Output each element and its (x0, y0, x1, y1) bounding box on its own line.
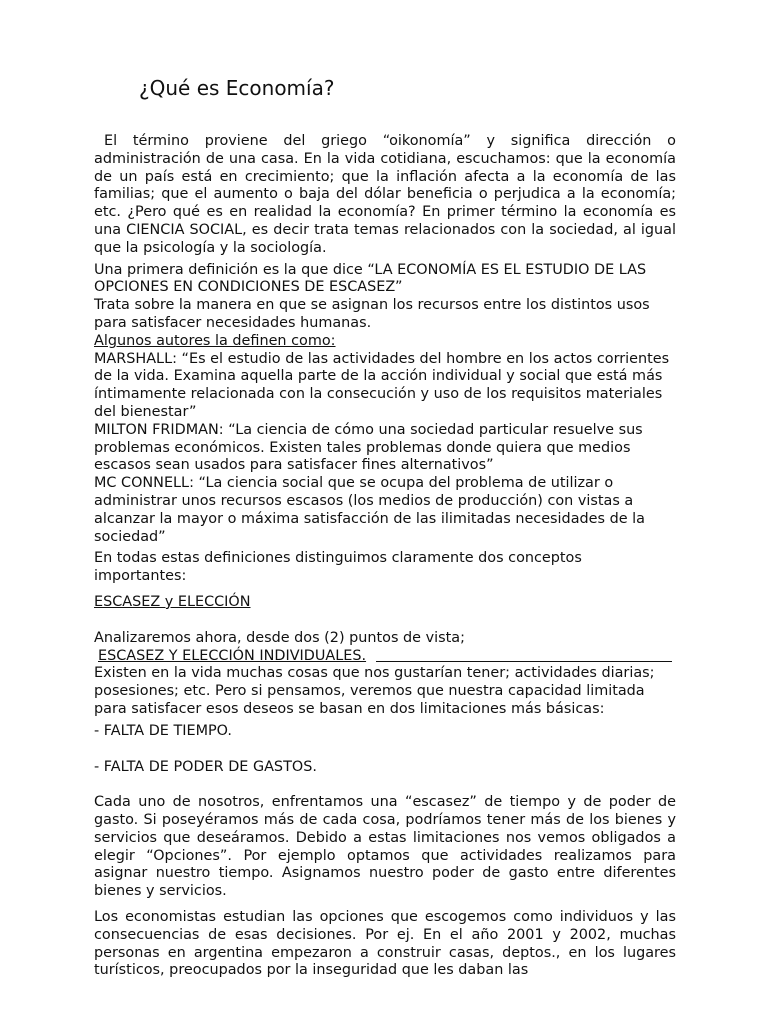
economists-paragraph: Los economistas estudian las opciones que escogemos como individuos y las consecuencias de esas decisiones. Por ej. En el año 2001 y 2002, muchas personas en argentina empezaron a construir casas, deptos., en los lugares turísticos, preocupados por la inseguridad que les daban las (94, 909, 676, 979)
document-body (94, 133, 676, 980)
intro-paragraph: El término proviene del griego “oikonomía” y significa dirección o administración de una casa. En la vida cotidiana, escuchamos: que la economía de un país está en crecimiento; que la inflación afecta a la economía de las familias; que el aumento o baja del dólar beneficia o perjudica a la economía; etc. ¿Pero qué es en realidad la economía? En primer término la economía es una CIENCIA SOCIAL, es decir trata temas relacionados con la sociedad, al igual que la psicología y la sociología. (94, 133, 676, 256)
scarcity-paragraph: Cada uno de nosotros, enfrentamos una “escasez” de tiempo y de poder de gasto. Si poseyéramos más de cada cosa, podríamos tener más de los bienes y servicios que deseáramos. Debido a estas limitaciones nos vemos obligados a elegir “Opciones”. Por ejemplo optamos que actividades realizamos para asignar nuestro tiempo. Asignamos nuestro poder de gasto entre diferentes bienes y servicios. (94, 794, 676, 900)
marshall-definition: MARSHALL: “Es el estudio de las actividades del hombre en los actos corrientes de la vida. Examina aquella parte de la acción individual y social que está más íntimamente relacionada con la consecución y uso de los requisitos materiales del bienestar” (94, 350, 670, 420)
resources-paragraph: Trata sobre la manera en que se asignan los recursos entre los distintos usos para satisfacer necesidades humanas. (94, 297, 650, 331)
limit-time-item: - FALTA DE TIEMPO. (94, 722, 232, 739)
individual-heading-row (94, 648, 672, 666)
friedman-definition: MILTON FRIDMAN: “La ciencia de cómo una sociedad particular resuelve sus problemas económicos. Existen tales problemas donde quiera que medios escasos sean usados para satisfacer fines alternativos” (94, 421, 643, 474)
authors-heading: Algunos autores la definen como: (94, 332, 336, 349)
first-definition-paragraph: Una primera definición es la que dice “LA ECONOMÍA ES EL ESTUDIO DE LAS OPCIONES EN CONDICIONES DE ESCASEZ” (94, 261, 647, 296)
limit-spending-item: - FALTA DE PODER DE GASTOS. (94, 758, 317, 775)
concepts-heading: ESCASEZ y ELECCIÓN (94, 593, 251, 610)
wants-paragraph: Existen en la vida muchas cosas que nos gustarían tener; actividades diarias; posesiones; etc. Pero si pensamos, veremos que nuestra capacidad limitada para satisfacer esos deseos se basan en dos limitaciones más básicas: (94, 665, 655, 717)
individual-heading: ESCASEZ Y ELECCIÓN INDIVIDUALES. (98, 647, 367, 664)
heading-rule (376, 660, 672, 662)
concepts-paragraph: En todas estas definiciones distinguimos claramente dos conceptos importantes: (94, 550, 582, 585)
page-title: ¿Qué es Economía? (139, 76, 335, 100)
viewpoints-paragraph: Analizaremos ahora, desde dos (2) puntos de vista; (94, 629, 465, 646)
mcconnell-definition: MC CONNELL: “La ciencia social que se ocupa del problema de utilizar o administrar unos recursos escasos (los medios de producción) con vistas a alcanzar la mayor o máxima satisfacción de las ilimitadas necesidades de la sociedad” (94, 475, 645, 545)
